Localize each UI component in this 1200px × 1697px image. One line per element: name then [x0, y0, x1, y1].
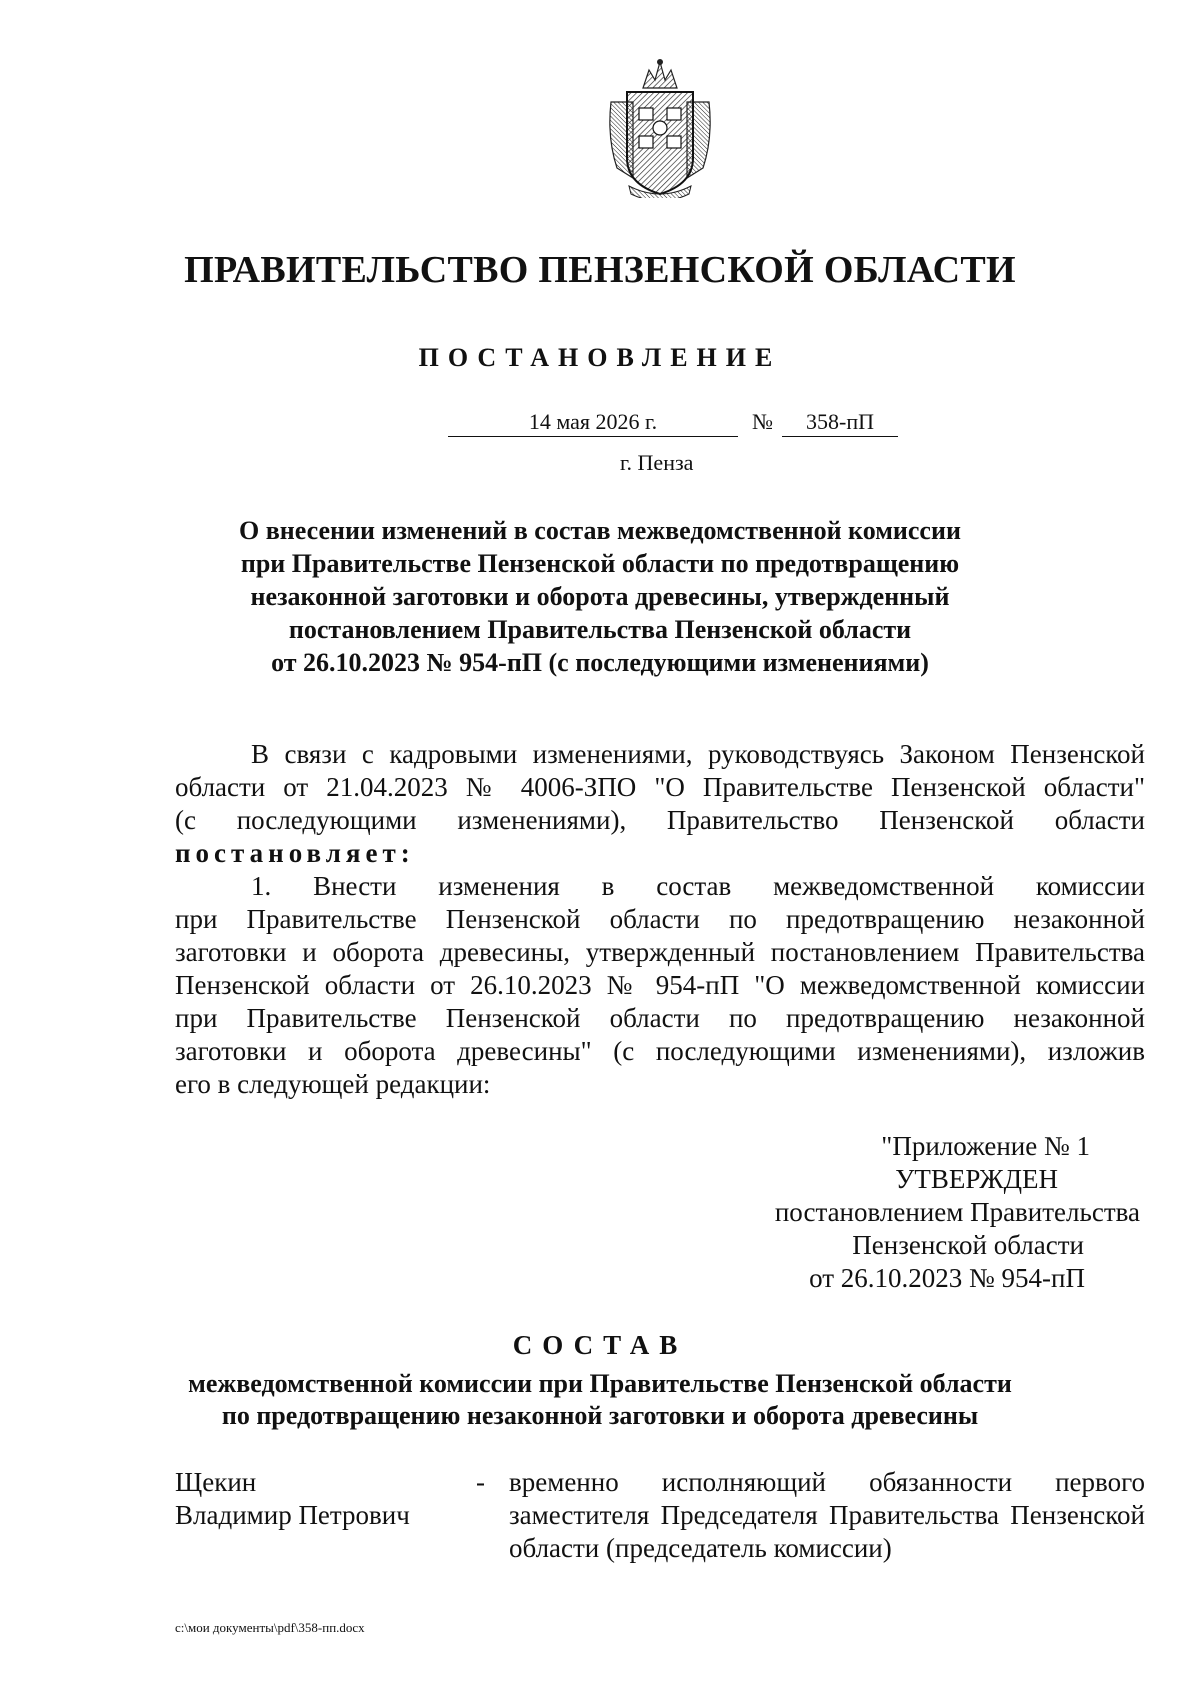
member-surname: Щекин — [175, 1467, 257, 1497]
item-line: Пензенской области от 26.10.2023 № 954-пП "О межведомственной комиссии — [175, 970, 1145, 1000]
number-sign: № — [752, 409, 773, 434]
document-date: 14 мая 2026 г. — [448, 408, 738, 437]
member-name — [175, 1466, 475, 1532]
item-1-paragraph — [175, 870, 1145, 1101]
member-dash: - — [476, 1467, 485, 1497]
government-title: ПРАВИТЕЛЬСТВО ПЕНЗЕНСКОЙ ОБЛАСТИ — [184, 249, 1016, 291]
composition-subtitle-line: межведомственной комиссии при Правительстве Пензенской области — [188, 1369, 1012, 1398]
resolves-word: постановляет: — [175, 838, 415, 868]
approved-by: постановлением Правительства — [774, 1197, 1140, 1227]
document-type: ПОСТАНОВЛЕНИЕ — [418, 343, 782, 372]
approved-label: УТВЕРЖДЕН — [895, 1164, 1058, 1194]
item-line: заготовки и оборота древесины, утвержденный постановлением Правительства — [175, 937, 1145, 967]
composition-heading: СОСТАВ — [512, 1330, 688, 1360]
item-line: заготовки и оборота древесины" (с последующими изменениями), изложив — [175, 1036, 1145, 1066]
item-line: 1. Внести изменения в состав межведомственной комиссии — [251, 871, 1145, 901]
member-position-line: области (председатель комиссии) — [509, 1533, 892, 1563]
subject-line: постановлением Правительства Пензенской области — [288, 615, 912, 644]
appendix-number: "Приложение № 1 — [881, 1131, 1090, 1161]
preamble-line: (с последующими изменениями), Правительство Пензенской области — [175, 805, 1145, 835]
document-city: г. Пенза — [620, 450, 694, 475]
member-position — [509, 1466, 1145, 1565]
coat-of-arms-icon — [603, 58, 717, 198]
approved-region: Пензенской области — [852, 1230, 1084, 1260]
item-line: при Правительстве Пензенской области по предотвращению незаконной — [175, 1003, 1145, 1033]
subject-line: незаконной заготовки и оборота древесины, утвержденный — [250, 582, 950, 611]
preamble-line: В связи с кадровыми изменениями, руководствуясь Законом Пензенской — [251, 739, 1145, 769]
subject-line: от 26.10.2023 № 954-пП (с последующими изменениями) — [271, 648, 929, 677]
member-position-line: временно исполняющий обязанности первого — [509, 1467, 1145, 1497]
document-number: 358-пП — [782, 408, 898, 437]
item-line: при Правительстве Пензенской области по предотвращению незаконной — [175, 904, 1145, 934]
composition-subtitle-line: по предотвращению незаконной заготовки и оборота древесины — [221, 1401, 979, 1430]
appendix-approval-block — [690, 1130, 1140, 1295]
member-position-line: заместителя Председателя Правительства Пензенской — [509, 1500, 1145, 1530]
item-line: его в следующей редакции: — [175, 1069, 491, 1099]
subject-line: при Правительстве Пензенской области по предотвращению — [240, 549, 960, 578]
document-subject — [200, 514, 1000, 679]
subject-line: О внесении изменений в состав межведомственной комиссии — [239, 516, 961, 545]
preamble-line: области от 21.04.2023 № 4006-ЗПО "О Правительстве Пензенской области" — [175, 772, 1145, 802]
composition-subtitle — [0, 1368, 1200, 1432]
footer-file-path: c:\мои документы\pdf\358-пп.docx — [175, 1620, 365, 1635]
member-given-names: Владимир Петрович — [175, 1500, 410, 1530]
preamble-paragraph — [175, 738, 1145, 870]
approved-ref: от 26.10.2023 № 954-пП — [809, 1263, 1085, 1293]
